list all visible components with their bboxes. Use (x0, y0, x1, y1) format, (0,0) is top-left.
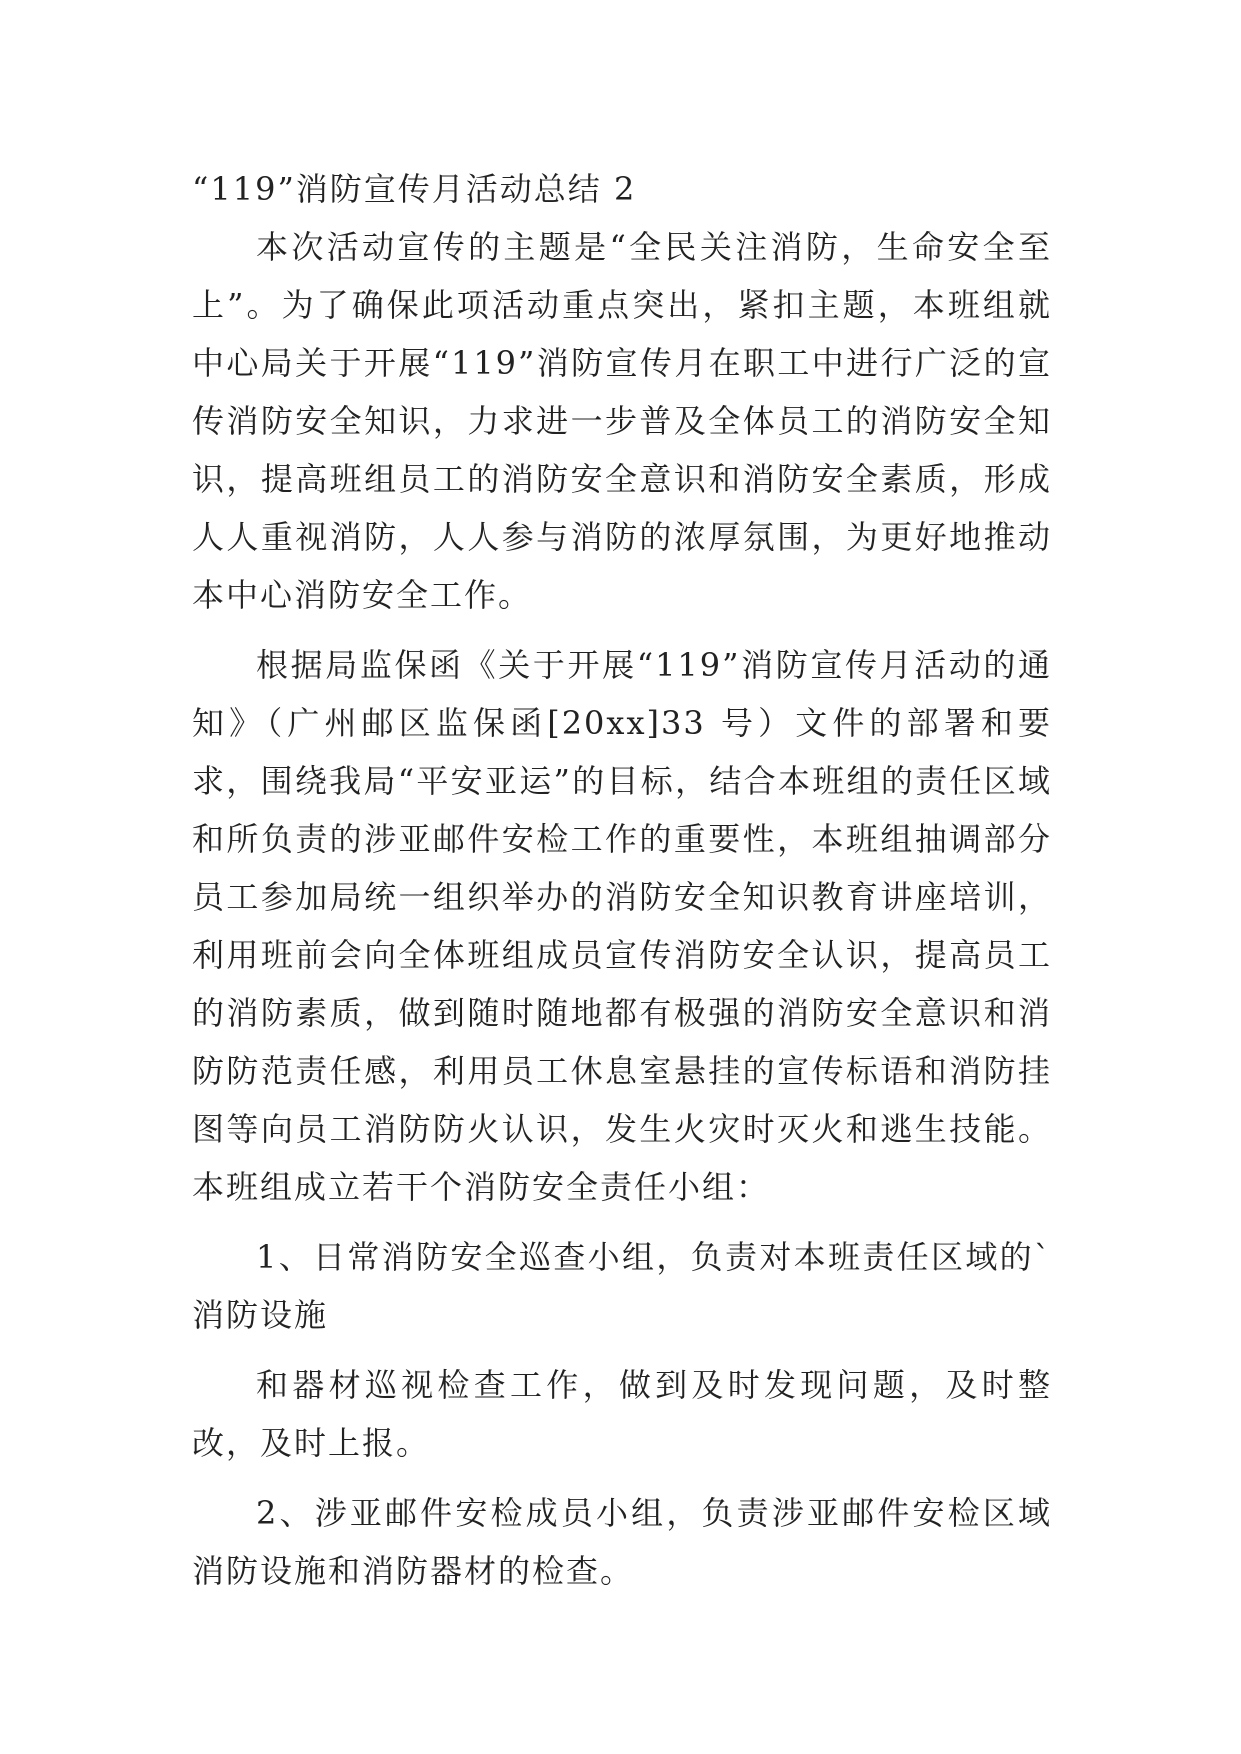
paragraph-item-1-continued: 和器材巡视检查工作，做到及时发现问题，及时整改，及时上报。 (192, 1366, 1052, 1462)
paragraph-item-1: 1、日常消防安全巡查小组，负责对本班责任区域的`消防设施 (192, 1238, 1052, 1334)
document-title: “119”消防宣传月活动总结 2 (192, 170, 637, 208)
paragraph-theme: 本次活动宣传的主题是“全民关注消防，生命安全至上”。为了确保此项活动重点突出，紧扣主题，本班组就中心局关于开展“119”消防宣传月在职工中进行广泛的宣传消防安全知识，力求进一步普及全体员工的消防安全知识，提高班组员工的消防安全意识和消防安全素质，形成人人重视消防，人人参与消防的浓厚氛围，为更好地推动本中心消防安全工作。 (192, 228, 1052, 614)
paragraph-item-2: 2、涉亚邮件安检成员小组，负责涉亚邮件安检区域消防设施和消防器材的检查。 (192, 1494, 1052, 1590)
document-body (192, 160, 1052, 1600)
paragraph-notice: 根据局监保函《关于开展“119”消防宣传月活动的通知》（广州邮区监保函[20xx]33 号）文件的部署和要求，围绕我局“平安亚运”的目标，结合本班组的责任区域和所负责的涉亚邮件安检工作的重要性，本班组抽调部分员工参加局统一组织举办的消防安全知识教育讲座培训，利用班前会向全体班组成员宣传消防安全认识，提高员工的消防素质，做到随时随地都有极强的消防安全意识和消防防范责任感，利用员工休息室悬挂的宣传标语和消防挂图等向员工消防防火认识，发生火灾时灭火和逃生技能。本班组成立若干个消防安全责任小组： (192, 646, 1052, 1206)
